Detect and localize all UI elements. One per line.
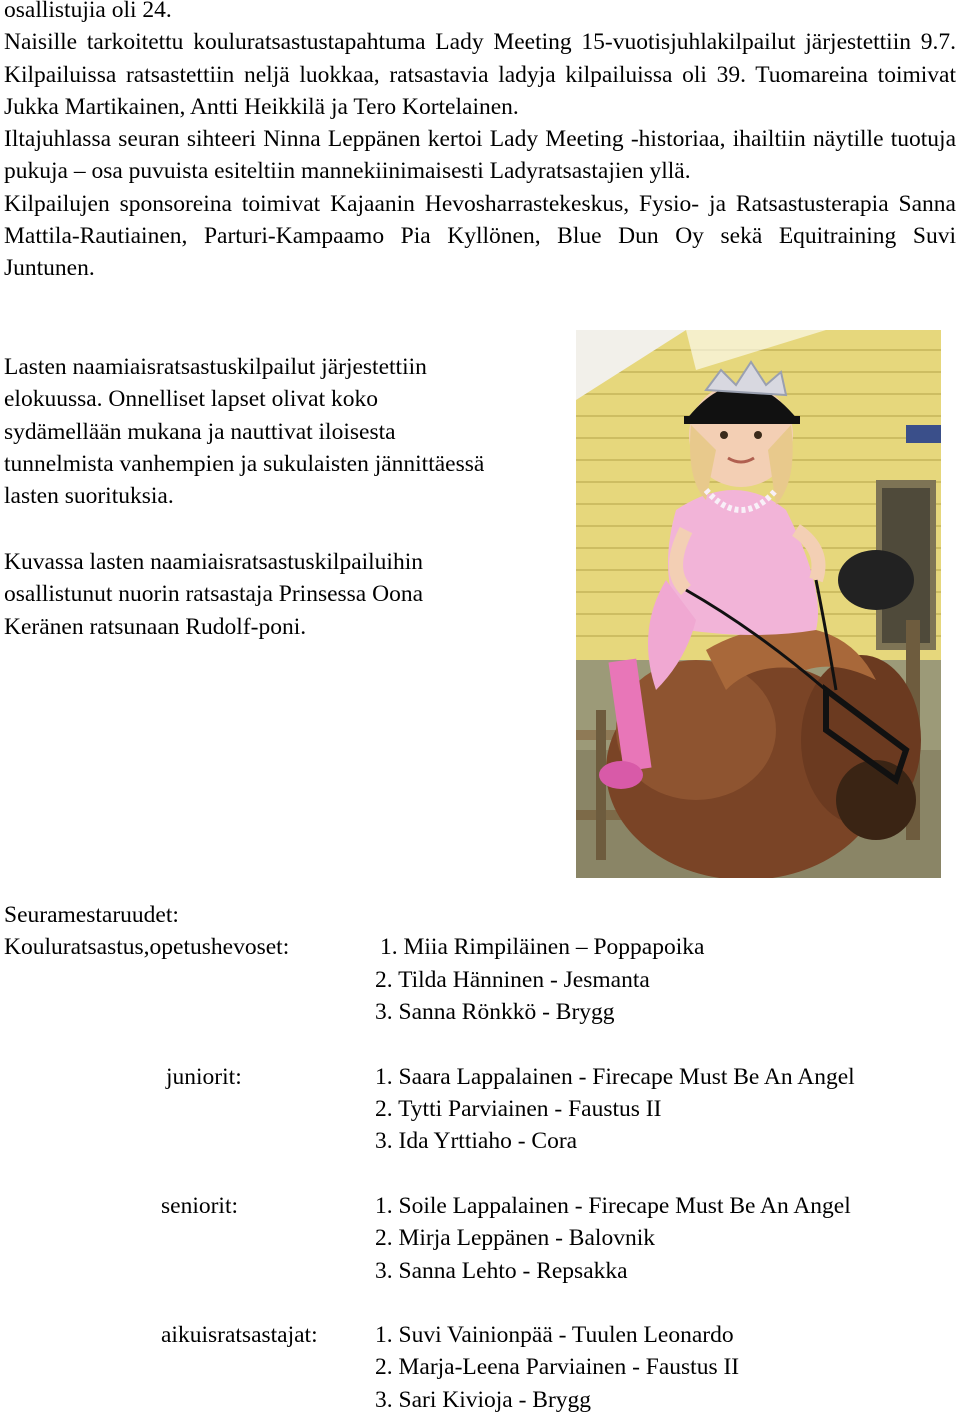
result-entry: 3. Sari Kivioja - Brygg bbox=[375, 1387, 592, 1413]
result-entry: 1. Miia Rimpiläinen – Poppapoika bbox=[380, 934, 705, 960]
photo-girl-on-pony bbox=[576, 330, 941, 878]
photo-caption bbox=[4, 546, 574, 643]
text-line: tunnelmista vanhempien ja sukulaisten jännittäessä bbox=[4, 450, 485, 477]
group-label: juniorit: bbox=[166, 1064, 242, 1090]
text-line: osallistunut nuorin ratsastaja Prinsessa Oona bbox=[4, 581, 424, 608]
text-line: sydämellään mukana ja nauttivat iloisesta bbox=[4, 418, 396, 445]
results-heading: Seuramestaruudet: bbox=[4, 902, 179, 928]
result-entry: 3. Sanna Lehto - Repsakka bbox=[375, 1258, 628, 1284]
text-line: Kuvassa lasten naamiaisratsastuskilpailuihin bbox=[4, 549, 423, 575]
result-entry: 3. Ida Yrttiaho - Cora bbox=[375, 1128, 578, 1154]
group-label: aikuisratsastajat: bbox=[161, 1322, 318, 1348]
paragraph-evening-party: Iltajuhlassa seuran sihteeri Ninna Leppänen kertoi Lady Meeting -historiaa, ihailtiin näytille tuotuja pukuja – osa puvuista esiteltiin mannekiinimaisesti Ladyratsastajien yllä. bbox=[4, 126, 956, 185]
group-label: seniorit: bbox=[161, 1193, 239, 1219]
photo-illustration bbox=[576, 330, 941, 878]
paragraph-sponsors: Kilpailujen sponsoreina toimivat Kajaanin Hevosharrastekeskus, Fysio- ja Ratsastusterapia Sanna Mattila-Rautiainen, Parturi-Kampaamo Pia Kyllönen, Blue Dun Oy sekä Equitraining Suvi Juntunen. bbox=[4, 190, 956, 282]
result-entry: 2. Tytti Parviainen - Faustus II bbox=[375, 1096, 662, 1122]
paragraph-participants: osallistujia oli 24. bbox=[4, 0, 172, 23]
group-label: Kouluratsastus,opetushevoset: bbox=[4, 934, 290, 960]
result-entry: 2. Tilda Hänninen - Jesmanta bbox=[375, 967, 650, 993]
result-entry: 3. Sanna Rönkkö - Brygg bbox=[375, 999, 615, 1025]
paragraph-children-event bbox=[4, 351, 574, 512]
paragraph-lady-meeting: Naisille tarkoitettu kouluratsastustapahtuma Lady Meeting 15-vuotisjuhlakilpailut järjestettiin 9.7. Kilpailuissa ratsastettiin neljä luokkaa, ratsastavia ladyja kilpailuissa oli 39. Tuomareina toimivat Jukka Martikainen, Antti Heikkilä ja Tero Kortelainen. bbox=[4, 29, 956, 120]
result-entry: 1. Saara Lappalainen - Firecape Must Be An Angel bbox=[375, 1064, 855, 1090]
result-entry: 1. Soile Lappalainen - Firecape Must Be An Angel bbox=[375, 1193, 851, 1219]
result-entry: 1. Suvi Vainionpää - Tuulen Leonardo bbox=[375, 1322, 734, 1348]
text-line: Keränen ratsunaan Rudolf-poni. bbox=[4, 613, 307, 640]
result-entry: 2. Marja-Leena Parviainen - Faustus II bbox=[375, 1354, 740, 1380]
text-line: lasten suorituksia. bbox=[4, 483, 174, 510]
text-line: Lasten naamiaisratsastuskilpailut järjestettiin bbox=[4, 354, 427, 380]
text-line: elokuussa. Onnelliset lapset olivat koko bbox=[4, 386, 378, 413]
article-text-top bbox=[4, 0, 956, 285]
result-entry: 2. Mirja Leppänen - Balovnik bbox=[375, 1225, 655, 1251]
